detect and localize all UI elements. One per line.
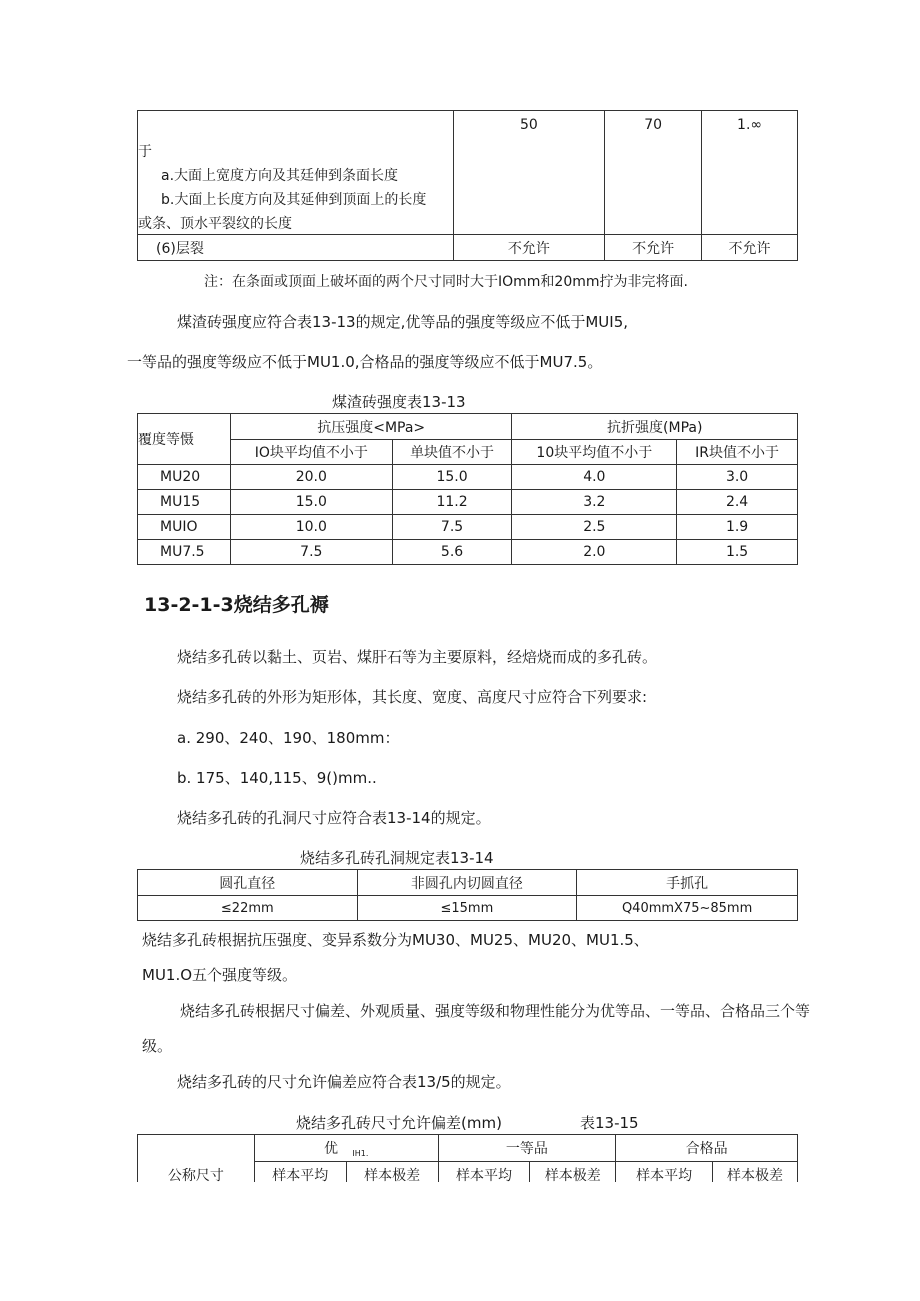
- table-note: 注：在条面或顶面上破坏面的两个尺寸同时大于IOmm和20mm拧为非完将面.: [204, 274, 688, 290]
- paragraph-quality-1: 烧结多孔砖根据尺寸偏差、外观质量、强度等级和物理性能分为优等品、一等品、合格品三个等: [180, 1002, 811, 1020]
- row-grade: MU15: [138, 490, 231, 515]
- row-cell: 1.5: [677, 540, 798, 565]
- paragraph-strength-2: 一等品的强度等级应不低于MU1.0,合格品的强度等级应不低于MU7.5。: [127, 353, 603, 371]
- crack-value-3: 1.∞: [702, 111, 798, 235]
- table-13-15-clip: [137, 1134, 799, 1182]
- hole-value-grip: Q40mmX75~85mm: [577, 896, 798, 921]
- sub-header-1: IO块平均值不小于: [230, 440, 392, 465]
- crack-fragment: 于: [138, 144, 152, 160]
- paragraph-grades-2: MU1.O五个强度等级。: [142, 966, 298, 984]
- table-13-14-caption: 烧结多孔砖孔洞规定表13-14: [300, 849, 494, 867]
- paragraph-grades-1: 烧结多孔砖根据抗压强度、变异系数分为MU30、MU25、MU20、MU1.5、: [142, 931, 649, 949]
- row-grade: MU20: [138, 465, 231, 490]
- row-cell: 7.5: [230, 540, 392, 565]
- paragraph-deviation: 烧结多孔砖的尺寸允许偏差应符合表13/5的规定。: [177, 1073, 511, 1091]
- sub-header-2: 单块值不小于: [392, 440, 512, 465]
- crack-item-c: 或条、顶水平裂纹的长度: [138, 216, 292, 232]
- row-grade: MU7.5: [138, 540, 231, 565]
- crack-item-b: b.大面上长度方向及其延伸到顶面上的长度: [161, 192, 427, 208]
- sub-header-range: 样本极差: [346, 1162, 438, 1183]
- row-cell: 3.0: [677, 465, 798, 490]
- compressive-header: 抗压强度<MPa>: [230, 414, 512, 440]
- hole-value-nonround: ≤15mm: [357, 896, 577, 921]
- crack-value-1: 50: [453, 111, 605, 235]
- row-cell: 11.2: [392, 490, 512, 515]
- sub-header-avg: 样本平均: [616, 1162, 713, 1183]
- table-13-14: [137, 869, 798, 921]
- layer-crack-label: (6)层裂: [138, 235, 454, 261]
- paragraph-shape: 烧结多孔砖的外形为矩形体，其长度、宽度、高度尺寸应符合下列要求:: [177, 688, 648, 706]
- table-13-13: [137, 413, 798, 565]
- layer-value-3: 不允许: [702, 235, 798, 261]
- row-grade: MUIO: [138, 515, 231, 540]
- section-title: 13-2-1-3烧结多孔褥: [144, 594, 329, 616]
- row-cell: 1.9: [677, 515, 798, 540]
- hole-value-round: ≤22mm: [138, 896, 358, 921]
- paragraph-hole: 烧结多孔砖的孔洞尺寸应符合表13-14的规定。: [177, 809, 491, 827]
- row-cell: 2.0: [512, 540, 677, 565]
- table-row: [138, 465, 798, 490]
- table-13-15: [137, 1134, 798, 1182]
- sub-header-3: 10块平均值不小于: [512, 440, 677, 465]
- crack-value-2: 70: [605, 111, 702, 235]
- layer-value-2: 不允许: [605, 235, 702, 261]
- row-cell: 4.0: [512, 465, 677, 490]
- sub-header-avg: 样本平均: [254, 1162, 346, 1183]
- row-cell: 5.6: [392, 540, 512, 565]
- sub-header-avg: 样本平均: [438, 1162, 530, 1183]
- table-row: [138, 540, 798, 565]
- flexural-header: 抗折强度(MPa): [512, 414, 798, 440]
- grade-excellent-label: 优: [323, 1141, 338, 1157]
- row-cell: 20.0: [230, 465, 392, 490]
- sub-header-4: IR块值不小于: [677, 440, 798, 465]
- table-13-13-caption: 煤渣砖强度表13-13: [332, 393, 466, 411]
- hole-header-nonround: 非圆孔内切圆直径: [357, 870, 577, 896]
- row-cell: 15.0: [230, 490, 392, 515]
- row-cell: 10.0: [230, 515, 392, 540]
- list-item-b: b. 175、140,115、9()mm..: [177, 769, 377, 787]
- crack-item-a: a.大面上宽度方向及其廷伸到条面长度: [161, 168, 399, 184]
- row-cell: 2.4: [677, 490, 798, 515]
- hole-header-round: 圆孔直径: [138, 870, 358, 896]
- row-cell: 3.2: [512, 490, 677, 515]
- appearance-table: [137, 110, 798, 261]
- row-cell: 15.0: [392, 465, 512, 490]
- grade-header: 覆度等慑: [138, 414, 231, 465]
- list-item-a: a. 290、240、190、180mm：: [177, 729, 400, 747]
- paragraph-quality-2: 级。: [142, 1037, 173, 1055]
- crack-description-cell: [138, 111, 454, 235]
- sub-header-range: 样本极差: [530, 1162, 616, 1183]
- hole-header-grip: 手抓孔: [577, 870, 798, 896]
- grade-qualified-header: 合格品: [616, 1135, 798, 1162]
- table-row: [138, 490, 798, 515]
- layer-value-1: 不允许: [453, 235, 605, 261]
- paragraph-definition: 烧结多孔砖以黏土、页岩、煤肝石等为主要原料，经焙烧而成的多孔砖。: [177, 648, 658, 666]
- paragraph-strength-1: 煤渣砖强度应符合表13-13的规定,优等品的强度等级应不低于MUI5,: [177, 313, 629, 331]
- table-13-15-caption: 烧结多孔砖尺寸允许偏差(mm): [296, 1114, 502, 1132]
- grade-excellent-header: [254, 1135, 438, 1162]
- table-13-15-number: 表13-15: [580, 1114, 639, 1132]
- sub-header-range: 样本极差: [713, 1162, 798, 1183]
- grade-excellent-mark: IH1.: [352, 1149, 369, 1158]
- row-cell: 7.5: [392, 515, 512, 540]
- row-cell: 2.5: [512, 515, 677, 540]
- grade-first-header: 一等品: [438, 1135, 616, 1162]
- nominal-size-header: 公称尺寸: [138, 1135, 255, 1183]
- table-row: [138, 515, 798, 540]
